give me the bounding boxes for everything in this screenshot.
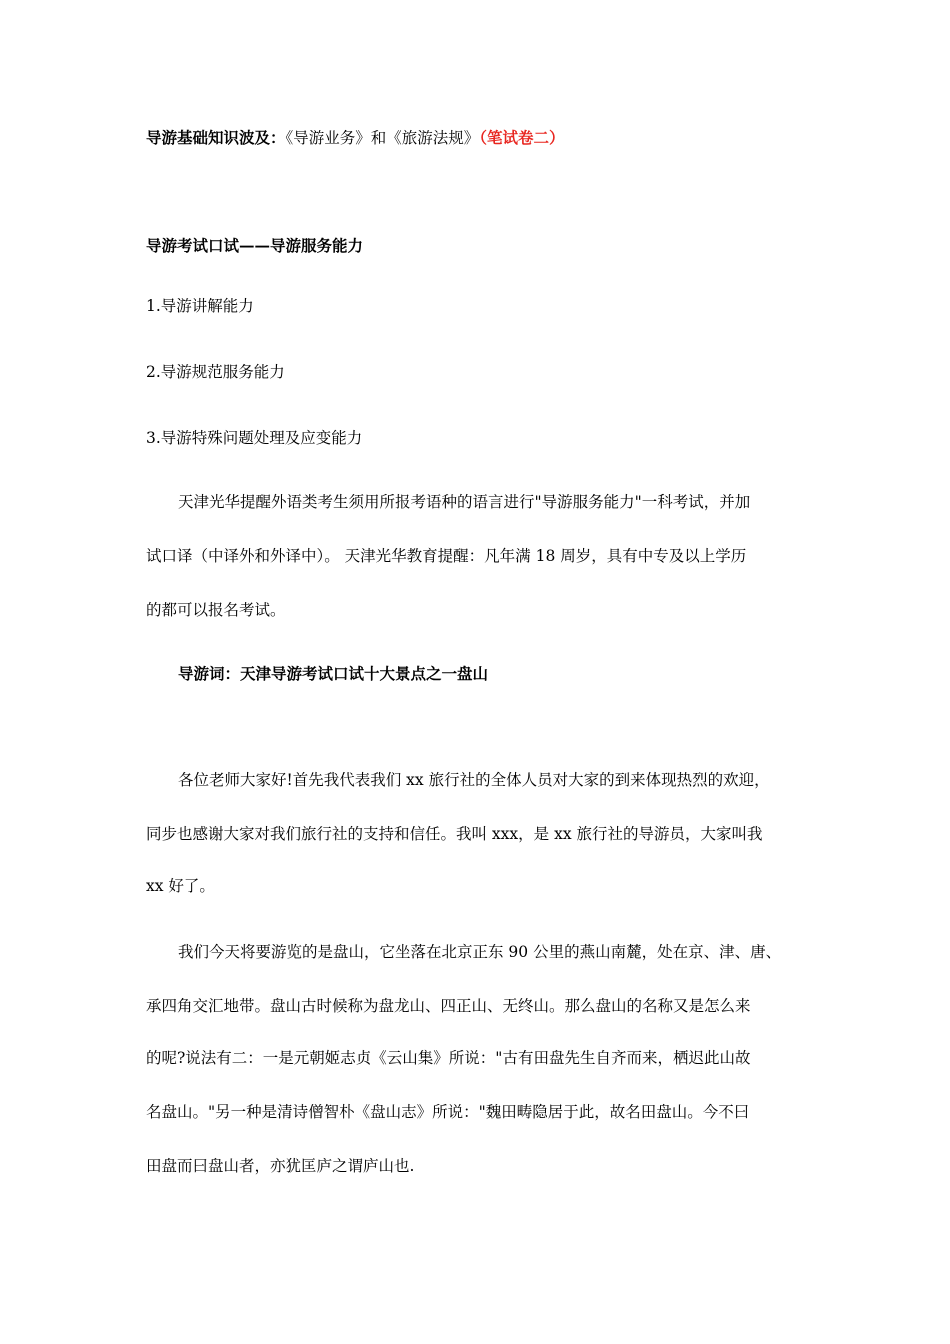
header-red-text: （笔试卷二）	[479, 128, 565, 147]
paragraph-1-line: xx 好了。	[146, 877, 215, 895]
paragraph-2-line: 承四角交汇地带。盘山古时候称为盘龙山、四正山、无终山。那么盘山的名称又是怎么来	[146, 997, 751, 1015]
paragraph-2-line: 名盘山。"另一种是清诗僧智朴《盘山志》所说："魏田畴隐居于此，故名田盘山。今不曰	[146, 1103, 750, 1121]
header-line	[146, 128, 565, 148]
intro-paragraph-line: 天津光华提醒外语类考生须用所报考语种的语言进行"导游服务能力"一科考试，并加	[178, 493, 751, 511]
paragraph-2-line: 田盘而曰盘山者，亦犹匡庐之谓庐山也.	[146, 1157, 415, 1175]
list-item: 2.导游规范服务能力	[146, 363, 285, 381]
intro-paragraph-line: 试口译（中译外和外译中）。 天津光华教育提醒：凡年满 18 周岁，具有中专及以上学历	[146, 547, 747, 565]
guide-speech-title: 导游词：天津导游考试口试十大景点之一盘山	[178, 664, 489, 683]
paragraph-2-line: 的呢?说法有二：一是元朝姬志贞《云山集》所说："古有田盘先生自齐而来，栖迟此山故	[146, 1049, 751, 1067]
paragraph-1-line: 同步也感谢大家对我们旅行社的支持和信任。我叫 xxx，是 xx 旅行社的导游员，大家叫我	[146, 825, 763, 843]
header-normal-text: 《导游业务》和《旅游法规》	[285, 129, 480, 147]
list-item: 3.导游特殊问题处理及应变能力	[146, 429, 363, 447]
list-item: 1.导游讲解能力	[146, 297, 254, 315]
section-title: 导游考试口试——导游服务能力	[146, 236, 364, 255]
intro-paragraph-line: 的都可以报名考试。	[146, 601, 286, 619]
paragraph-2-line: 我们今天将要游览的是盘山，它坐落在北京正东 90 公里的燕山南麓，处在京、津、唐、	[178, 943, 782, 961]
paragraph-1-line: 各位老师大家好!首先我代表我们 xx 旅行社的全体人员对大家的到来体现热烈的欢迎，	[178, 771, 770, 789]
header-bold-text: 导游基础知识波及：	[146, 128, 286, 147]
